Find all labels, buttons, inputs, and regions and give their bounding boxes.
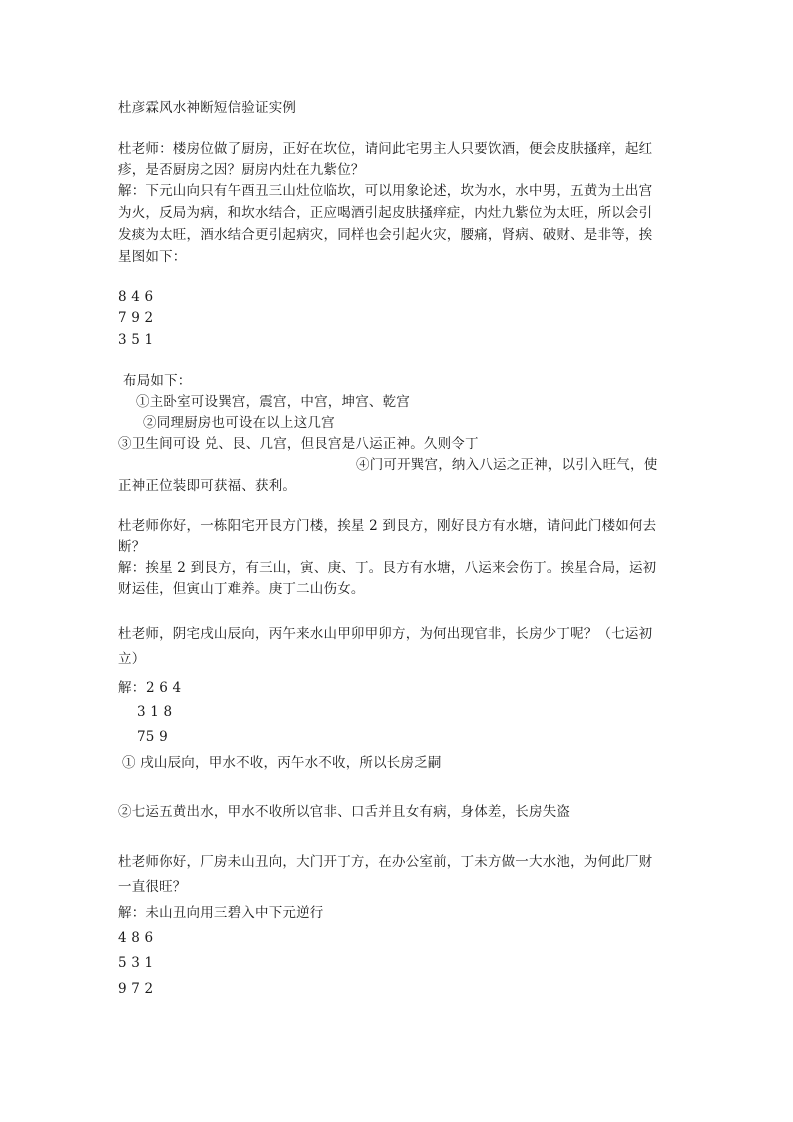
answer-3-prefix: 解： [118, 680, 146, 696]
question-1-line-1: 杜老师：楼房位做了厨房，正好在坎位，请问此宅男主人只要饮酒，便会皮肤搔痒，起红 [118, 141, 653, 157]
star-chart-3-row-3: 75 9 [137, 729, 168, 745]
layout-item-1: ①主卧室可设巽宫，震宫，中宫，坤宫、乾宫 [136, 394, 410, 410]
answer-1-line-1: 解：下元山向只有午酉丑三山灶位临坎，可以用象论述，坎为水，水中男，五黄为土出宫 [118, 183, 653, 199]
answer-2-line-2: 财运佳，但寅山丁难养。庚丁二山伤女。 [118, 581, 365, 597]
layout-item-3: ③卫生间可设 兑、艮、几宫，但艮宫是八运正神。久则令丁 [118, 436, 479, 452]
answer-1-line-4: 星图如下： [118, 249, 187, 265]
question-1-line-2: 疹，是否厨房之因？厨房内灶在九紫位？ [118, 162, 365, 178]
star-chart-4-row-3: 9 7 2 [118, 981, 154, 997]
point-3-2: ②七运五黄出水，甲水不收所以官非、口舌并且女有病，身体差，长房失盗 [118, 804, 571, 820]
point-3-1: ① 戌山辰向，甲水不收，丙午水不收，所以长房乏嗣 [122, 755, 442, 771]
layout-heading: 布局如下： [123, 373, 192, 389]
star-chart-1-row-3: 3 5 1 [118, 332, 154, 348]
answer-2-line-1: 解：挨星 2 到艮方，有三山，寅、庚、丁。艮方有水塘，八运来会伤丁。挨星合局，运初 [118, 560, 657, 576]
question-2-line-1: 杜老师你好，一栋阳宅开艮方门楼，挨星 2 到艮方，刚好艮方有水塘，请问此门楼如何去 [118, 518, 657, 534]
answer-4: 解：未山丑向用三碧入中下元逆行 [118, 905, 324, 921]
answer-1-line-2: 为火，反局为病，和坎水结合，正应喝酒引起皮肤搔痒症，内灶九紫位为太旺，所以会引 [118, 205, 653, 221]
question-3-line-2: 立） [118, 651, 146, 667]
question-2-line-2: 断？ [118, 539, 146, 555]
document-title: 杜彦霖风水神断短信验证实例 [118, 100, 297, 116]
question-3-line-1: 杜老师，阴宅戌山辰向，丙午来水山甲卯甲卯方，为何出现官非，长房少丁呢？（七运初 [118, 626, 653, 642]
layout-item-4: ④门可开巽宫，纳入八运之正神，以引入旺气，使 [356, 457, 658, 473]
star-chart-3-row-1: 2 6 4 [146, 680, 182, 696]
star-chart-4-row-2: 5 3 1 [118, 955, 154, 971]
question-4-line-1: 杜老师你好，厂房未山丑向，大门开丁方，在办公室前，丁未方做一大水池，为何此厂财 [118, 854, 653, 870]
answer-1-line-3: 发痰为太旺，酒水结合更引起病灾，同样也会引起火灾，腰痛，肾病、破财、是非等，挨 [118, 227, 653, 243]
layout-item-2: ②同理厨房也可设在以上这几宫 [143, 415, 335, 431]
star-chart-3-row-2: 3 1 8 [137, 704, 173, 720]
question-4-line-2: 一直很旺？ [118, 879, 187, 895]
star-chart-1-row-1: 8 4 6 [118, 289, 154, 305]
star-chart-4-row-1: 4 8 6 [118, 930, 154, 946]
star-chart-1-row-2: 7 9 2 [118, 310, 154, 326]
layout-item-4-continued: 正神正位装即可获福、获利。 [118, 478, 297, 494]
